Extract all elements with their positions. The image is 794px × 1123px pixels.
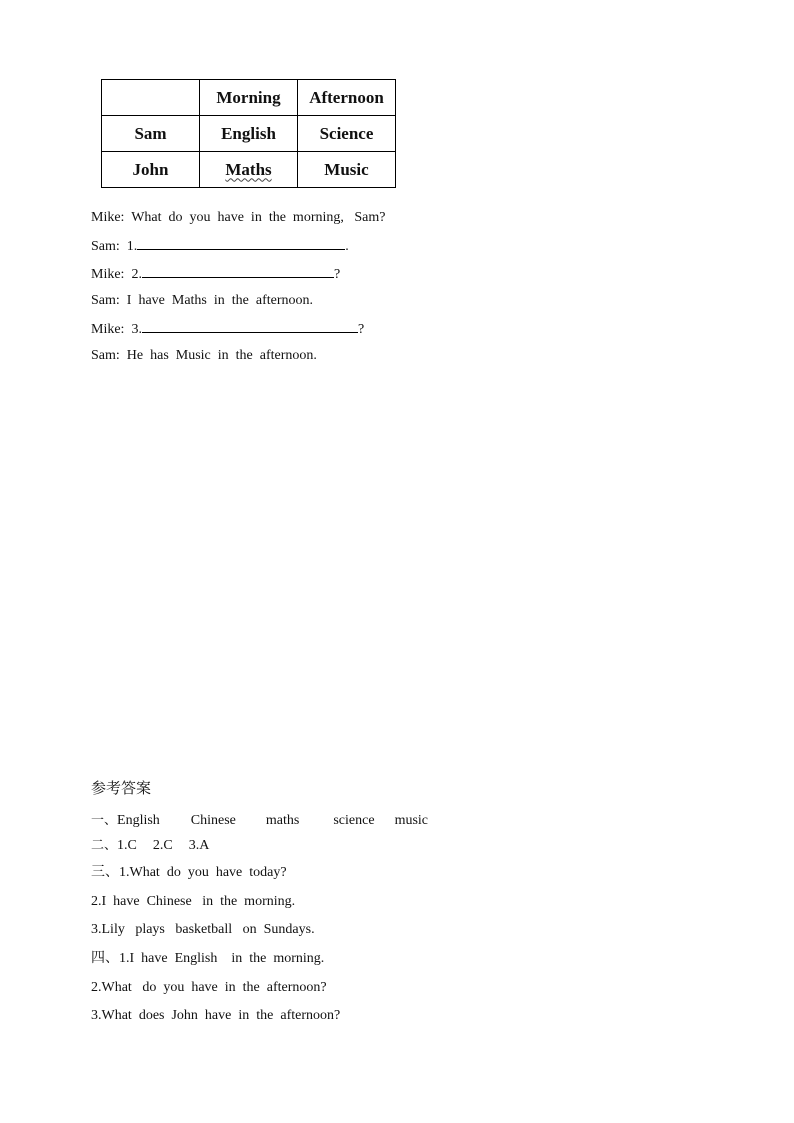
morning-subject-cell: Maths [200, 152, 298, 188]
answer-section-3-line-3: 3.Lily plays basketball on Sundays. [91, 922, 315, 937]
afternoon-subject-cell: Music [298, 152, 396, 188]
dialogue-line-2 [91, 237, 349, 255]
blank-punctuation: ? [357, 322, 365, 337]
answer-section-3-line-1: 三、1.What do you have today? [91, 865, 287, 880]
dialogue-line-6: Sam: He has Music in the afternoon. [91, 348, 317, 363]
list-item: science [333, 813, 375, 828]
list-item: 3.A [188, 838, 210, 853]
table-corner-cell [102, 80, 200, 116]
dialogue-line-3 [91, 265, 340, 283]
list-item: English [117, 813, 160, 828]
header-afternoon: Afternoon [298, 80, 396, 116]
header-morning: Morning [200, 80, 298, 116]
table-header-row [102, 80, 396, 116]
row-name-cell: Sam [102, 116, 200, 152]
dialogue-line-1: Mike: What do you have in the morning, Sam? [91, 210, 386, 225]
answer-key-heading: 参考答案 [91, 779, 152, 797]
dialogue-speaker-prefix: Mike: 2. [91, 267, 142, 282]
section-label: 二、 [91, 838, 118, 853]
answer-section-1 [91, 813, 428, 829]
answer-blank-1[interactable] [137, 237, 345, 250]
schedule-table [101, 79, 396, 188]
answer-blank-3[interactable] [142, 320, 358, 333]
answer-section-4-line-1: 四、1.I have English in the morning. [91, 951, 325, 966]
table-row [102, 116, 396, 152]
dialogue-speaker-prefix: Sam: 1. [91, 239, 138, 254]
morning-subject-cell: English [200, 116, 298, 152]
answer-section-3-line-2: 2.I have Chinese in the morning. [91, 894, 296, 909]
list-item: 2.C [152, 838, 173, 853]
answer-section-2 [91, 838, 209, 854]
blank-punctuation: ? [333, 267, 341, 282]
row-name-cell: John [102, 152, 200, 188]
list-item: Chinese [190, 813, 236, 828]
answer-blank-2[interactable] [142, 265, 334, 278]
list-item: music [394, 813, 429, 828]
answer-section-4-line-2: 2.What do you have in the afternoon? [91, 980, 327, 995]
dialogue-line-4: Sam: I have Maths in the afternoon. [91, 293, 314, 308]
table-row [102, 152, 396, 188]
answer-section-4-line-3: 3.What does John have in the afternoon? [91, 1008, 341, 1023]
blank-punctuation: . [345, 239, 349, 254]
afternoon-subject-cell: Science [298, 116, 396, 152]
section-label: 一、 [91, 813, 118, 828]
dialogue-line-5 [91, 320, 364, 338]
dialogue-speaker-prefix: Mike: 3. [91, 322, 142, 337]
list-item: 1.C [117, 838, 137, 853]
list-item: maths [265, 813, 300, 828]
